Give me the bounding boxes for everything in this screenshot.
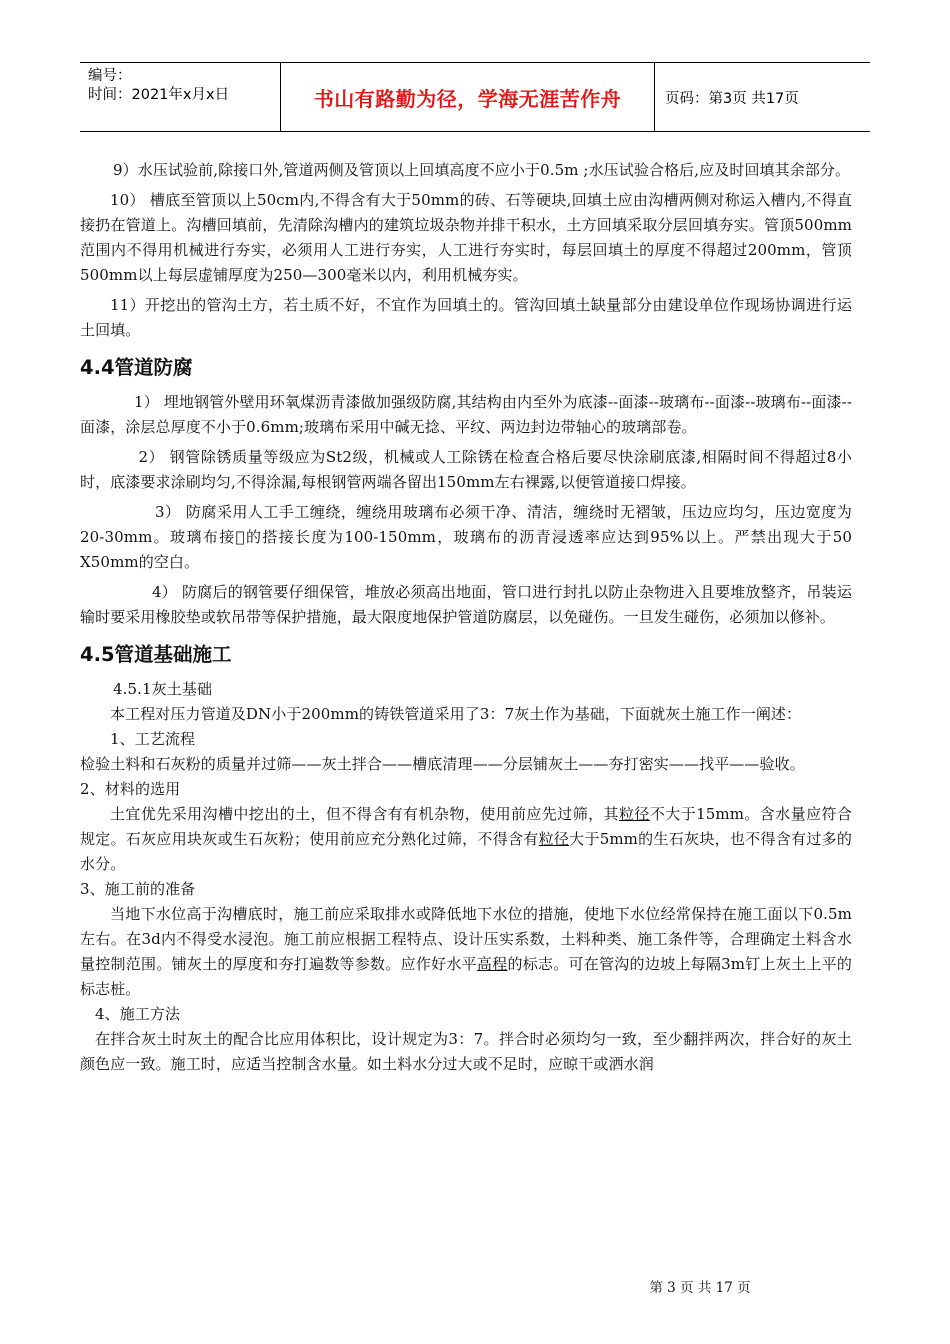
anticorrosion-item-1: 1） 埋地钢管外壁用环氧煤沥青漆做加强级防腐,其结构由内至外为底漆--面漆--玻璃布--面漆--玻璃布--面漆--面漆，涂层总厚度不小于0.6mm;玻璃布采用中碱无捻、平纹、两边封边带轴心的玻璃部卷。	[80, 393, 852, 436]
subsection-4-5-1: 4.5.1灰土基础	[113, 680, 213, 698]
paragraph-11: 11）开挖出的管沟土方，若土质不好，不宜作为回填土的。管沟回填土缺量部分由建设单位作现场协调进行运土回填。	[80, 296, 852, 339]
step-heading-2: 2、材料的选用	[80, 780, 181, 798]
document-number-label: 编号：	[88, 68, 132, 84]
materials-text-3: 大于5mm的生石灰块，也不得含有过多的水分。	[80, 830, 852, 873]
page-header	[80, 62, 870, 132]
intro-paragraph: 本工程对压力管道及DN小于200mm的铸铁管道采用了3：7灰土作为基础，下面就灰土施工作一阐述：	[110, 705, 802, 723]
process-flow: 检验土料和石灰粉的质量并过筛——灰土拌合——槽底清理——分层铺灰土——夯打密实——找平——验收。	[80, 755, 805, 773]
document-body	[80, 158, 852, 1077]
preparation-text-2: 的标志。可在管沟的边坡上每隔3m钉上灰土上平的标志桩。	[80, 955, 852, 998]
preparation-text-1: 当地下水位高于沟槽底时，施工前应采取排水或降低地下水位的措施，使地下水位经常保持在施工面以下0.5m左右。在3d内不得受水浸泡。施工前应根据工程特点、设计压实系数，土料种类、施工条件等，合理确定土料含水量控制范围。铺灰土的厚度和夯打遍数等参数。应作好水平	[80, 905, 852, 973]
header-page-info: 页码：第3页 共17页	[665, 90, 799, 107]
materials-paragraph	[80, 802, 852, 877]
anticorrosion-item-2: 2） 钢管除锈质量等级应为St2级，机械或人工除锈在检查合格后要尽快涂刷底漆,相隔时间不得超过8小时，底漆要求涂刷均匀,不得涂漏,每根钢管两端各留出150mm左右裸露,以便管道接口焊接。	[80, 448, 852, 491]
anticorrosion-item-4: 4） 防腐后的钢管要仔细保管，堆放必须高出地面，管口进行封扎以防止杂物进入且要堆放整齐，吊装运输时要采用橡胶垫或软吊带等保护措施，最大限度地保护管道防腐层，以免碰伤。一旦发生碰伤，必须加以修补。	[80, 583, 852, 626]
step-heading-4: 4、施工方法	[95, 1005, 181, 1023]
materials-text-2: 不大于15mm。含水量应符合规定。石灰应用块灰或生石灰粉；使用前应充分熟化过筛，不得含有	[80, 805, 853, 848]
step-heading-3: 3、施工前的准备	[80, 880, 196, 898]
method-paragraph: 在拌合灰土时灰土的配合比应用体积比，设计规定为3：7。拌合时必须均匀一致，至少翻拌两次，拌合好的灰土颜色应一致。施工时，应适当控制含水量。如土料水分过大或不足时，应晾干或洒水润	[80, 1030, 852, 1073]
paragraph-10: 10） 槽底至管顶以上50cm内,不得含有大于50mm的砖、石等硬块,回填土应由沟槽两侧对称运入槽内,不得直接扔在管道上。沟槽回填前，先清除沟槽内的建筑垃圾杂物并排干积水，土方回填采取分层回填夯实。管顶500mm范围内不得用机械进行夯实，必须用人工进行夯实，人工进行夯实时，每层回填土的厚度不得超过200mm，管顶500mm以上每层虚铺厚度为250—300毫米以内，利用机械夯实。	[80, 191, 852, 284]
paragraph-9: 9）水压试验前,除接口外,管道两侧及管顶以上回填高度不应小于0.5m ;水压试验合格后,应及时回填其余部分。	[113, 161, 851, 179]
header-meta	[80, 63, 281, 131]
header-motto: 书山有路勤为径，学海无涯苦作舟	[281, 63, 655, 131]
preparation-underlined: 高程	[476, 955, 508, 973]
step-heading-1: 1、工艺流程	[110, 730, 196, 748]
document-date: 时间：2021年x月x日	[88, 87, 230, 103]
materials-text-1: 土宜优先采用沟槽中挖出的土，但不得含有有机杂物，使用前应先过筛，其	[110, 805, 619, 823]
preparation-paragraph	[80, 902, 852, 1002]
section-heading-4-5: 4.5管道基础施工	[80, 643, 232, 666]
section-heading-4-4: 4.4管道防腐	[80, 356, 193, 379]
page-footer: 第 3 页 共 17 页	[649, 1280, 751, 1296]
materials-underlined-2: 粒径	[538, 830, 570, 848]
anticorrosion-item-3: 3） 防腐采用人工手工缠绕，缠绕用玻璃布必须干净、清洁，缠绕时无褶皱，压边应均匀，压边宽度为20-30mm。玻璃布接𨱖的搭接长度为100-150mm，玻璃布的沥青浸透率应达到95%以上。严禁出现大于50 X50mm的空白。	[80, 503, 852, 571]
materials-underlined-1: 粒径	[618, 805, 650, 823]
